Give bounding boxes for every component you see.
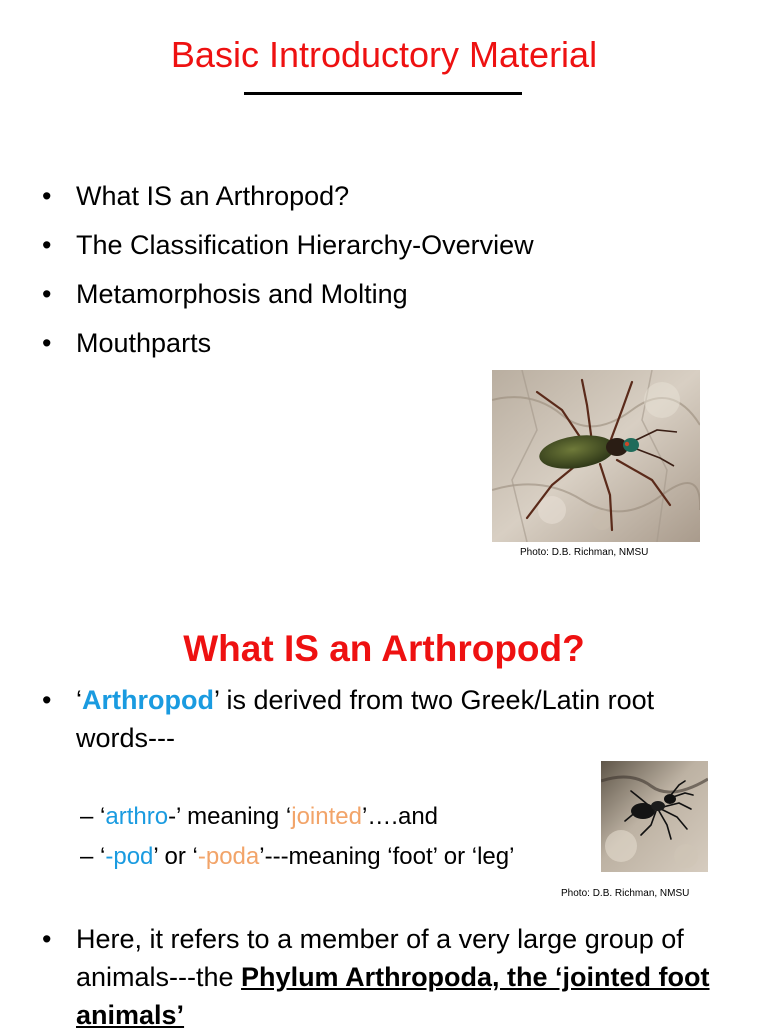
text-part: -’ meaning ‘ — [168, 803, 292, 830]
quote-mark: ‘ — [100, 843, 106, 870]
list-item — [42, 172, 534, 221]
quote-mark: ‘ — [76, 685, 82, 715]
beetle-image — [492, 370, 700, 542]
list-item — [42, 270, 534, 319]
list-item — [42, 319, 534, 368]
bullet-icon: • — [42, 181, 52, 211]
bullet-text — [42, 920, 722, 1034]
bullet-icon: • — [42, 924, 52, 954]
bullet-icon: • — [42, 685, 52, 715]
photo-credit: Photo: D.B. Richman, NMSU — [561, 888, 690, 899]
bullet-text — [42, 681, 722, 757]
bullet-text: The Classification Hierarchy-Overview — [76, 230, 534, 260]
list-item — [42, 221, 534, 270]
bullet-icon: • — [42, 230, 52, 260]
bullet-text: Metamorphosis and Molting — [76, 279, 408, 309]
dash-mark: – — [80, 803, 101, 830]
meaning-word: jointed — [291, 803, 362, 830]
bullet-list — [42, 172, 534, 368]
text-part: ’….and — [361, 803, 439, 830]
bullet-text: What IS an Arthropod? — [76, 181, 350, 211]
bullet-rest: ’ is derived from two Greek/Latin root words--- — [76, 685, 655, 753]
title-divider — [244, 92, 522, 95]
root-word: -pod — [105, 843, 154, 870]
bullet-icon: • — [42, 279, 52, 309]
slide-title: What IS an Arthropod? — [183, 628, 585, 669]
sub-list-item — [80, 839, 514, 875]
slide-2 — [0, 584, 768, 1030]
dash-mark: – — [80, 843, 101, 870]
term-arthropod: Arthropod — [82, 685, 214, 715]
list-item — [42, 681, 722, 757]
bullet-icon: • — [42, 328, 52, 358]
quote-mark: ‘ — [100, 803, 106, 830]
sub-list-item — [80, 799, 438, 835]
ant-image — [601, 761, 708, 872]
list-item — [42, 920, 722, 1034]
root-word: -poda — [197, 843, 260, 870]
text-part: ’ or ‘ — [153, 843, 198, 870]
beetle-photo — [492, 370, 700, 542]
phylum-emphasis: Phylum Arthropoda, the ‘jointed foot animals’ — [76, 962, 710, 1030]
ant-photo — [601, 761, 708, 872]
root-word: arthro — [105, 803, 169, 830]
photo-credit: Photo: D.B. Richman, NMSU — [520, 547, 649, 558]
text-part: ’---meaning ‘foot’ or ‘leg’ — [259, 843, 515, 870]
slide-title: Basic Introductory Material — [170, 34, 598, 75]
bullet-text: Mouthparts — [76, 328, 212, 358]
bullet-body: Here, it refers to a member of a very large group of animals---the — [76, 924, 684, 992]
